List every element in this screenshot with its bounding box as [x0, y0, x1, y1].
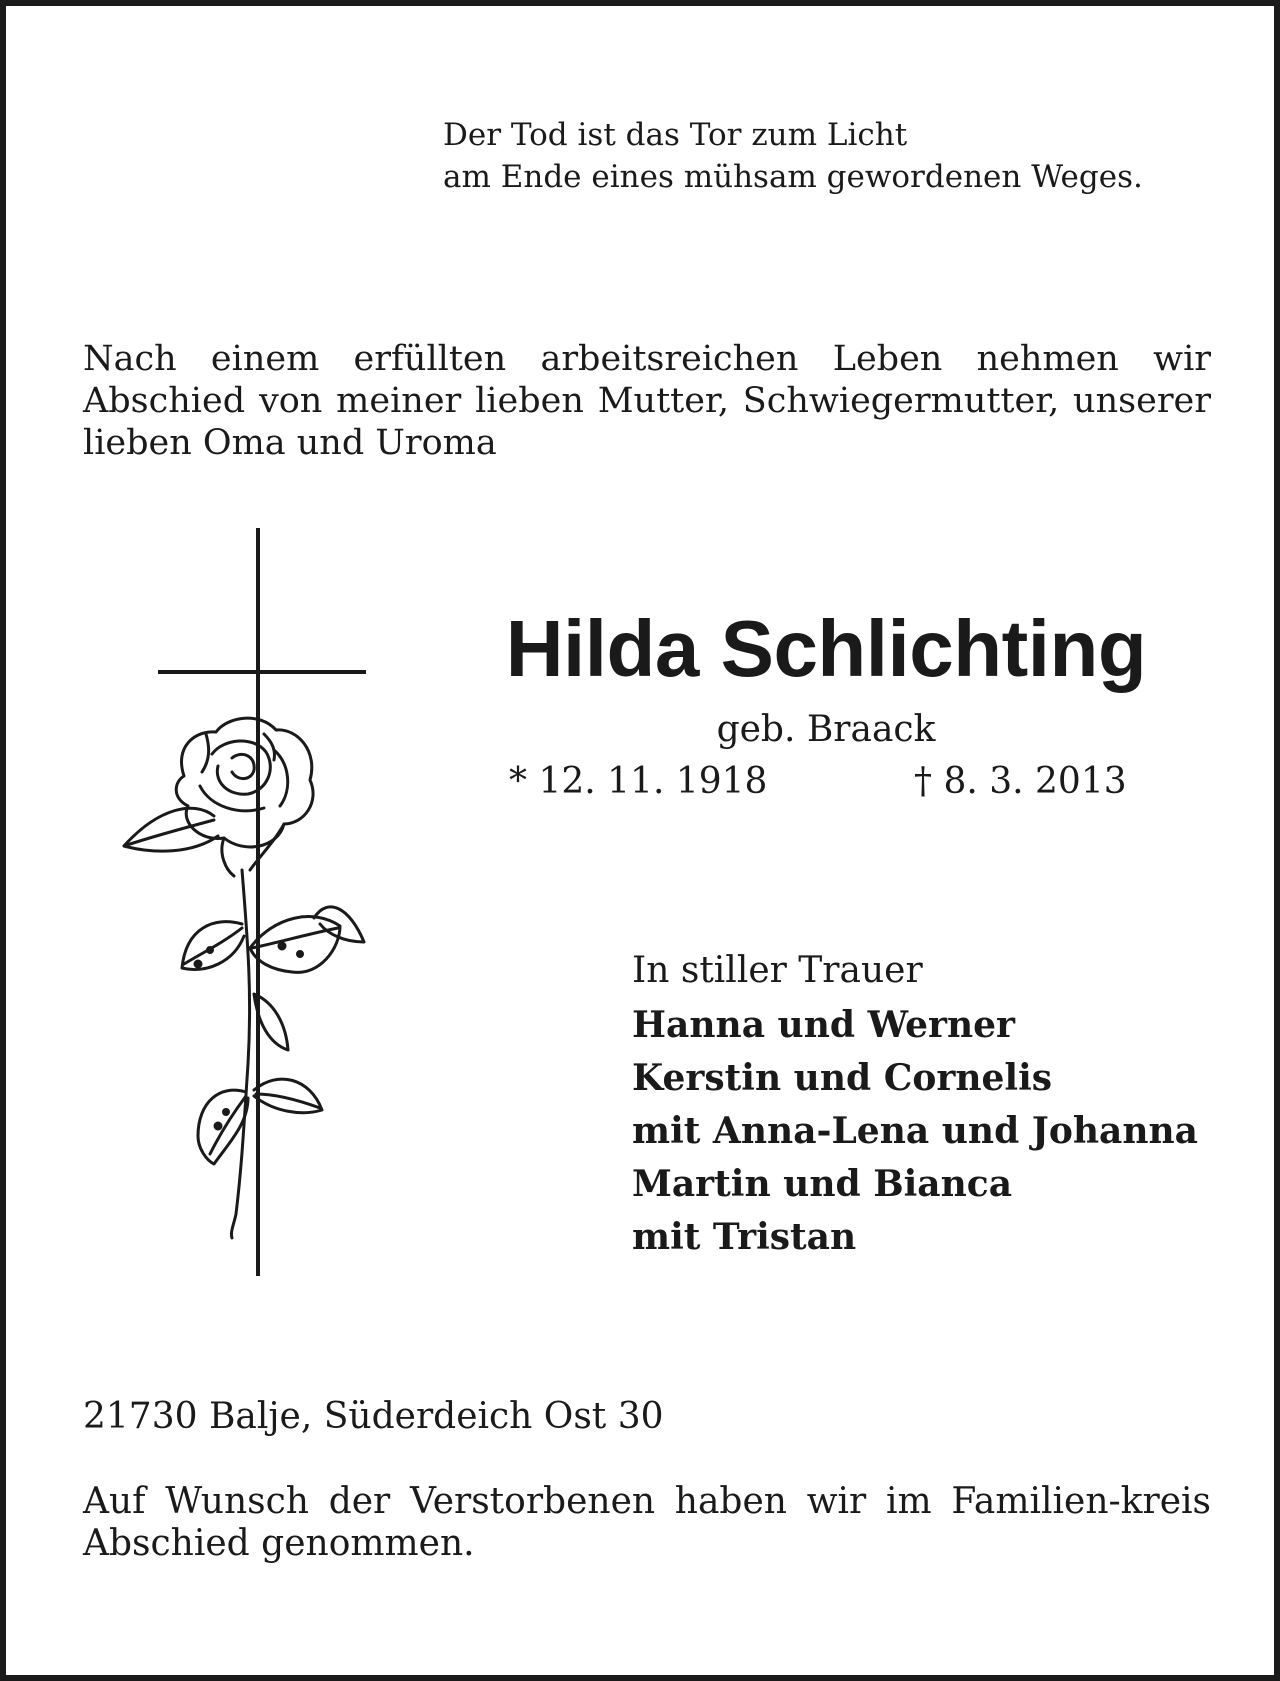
cross-rose-illustration [114, 524, 384, 1284]
cross-icon [158, 528, 366, 1276]
maiden-name: geb. Braack [716, 709, 936, 750]
footer-note: Auf Wunsch der Verstorbenen haben wir im Familien-kreis Abschied genommen. [83, 1481, 1211, 1564]
intro-text: Nach einem erfüllten arbeitsreichen Leben nehmen wir Abschied von meiner lieben Mutter, Schwiegermutter, unserer lieben Oma und Uroma [83, 339, 1211, 463]
mourner-line: Hanna und Werner [632, 1004, 1016, 1046]
birth-date: * 12. 11. 1918 [509, 761, 768, 802]
rose-icon [124, 718, 364, 1238]
motto-line-2: am Ende eines mühsam gewordenen Weges. [443, 159, 1143, 195]
mourners-block [632, 944, 1198, 1264]
mourner-line: Kerstin und Cornelis [632, 1057, 1053, 1099]
mourner-line: mit Anna-Lena und Johanna [632, 1110, 1198, 1152]
mourner-line: mit Tristan [632, 1216, 857, 1258]
family-address: 21730 Balje, Süderdeich Ost 30 [83, 1396, 664, 1437]
death-date: † 8. 3. 2013 [914, 761, 1127, 802]
mourner-line: Martin und Bianca [632, 1163, 1013, 1205]
motto-verse [443, 114, 1143, 198]
deceased-name: Hilda Schlichting [505, 604, 1147, 693]
mourners-heading: In stiller Trauer [632, 950, 923, 991]
motto-line-1: Der Tod ist das Tor zum Licht [443, 117, 908, 153]
